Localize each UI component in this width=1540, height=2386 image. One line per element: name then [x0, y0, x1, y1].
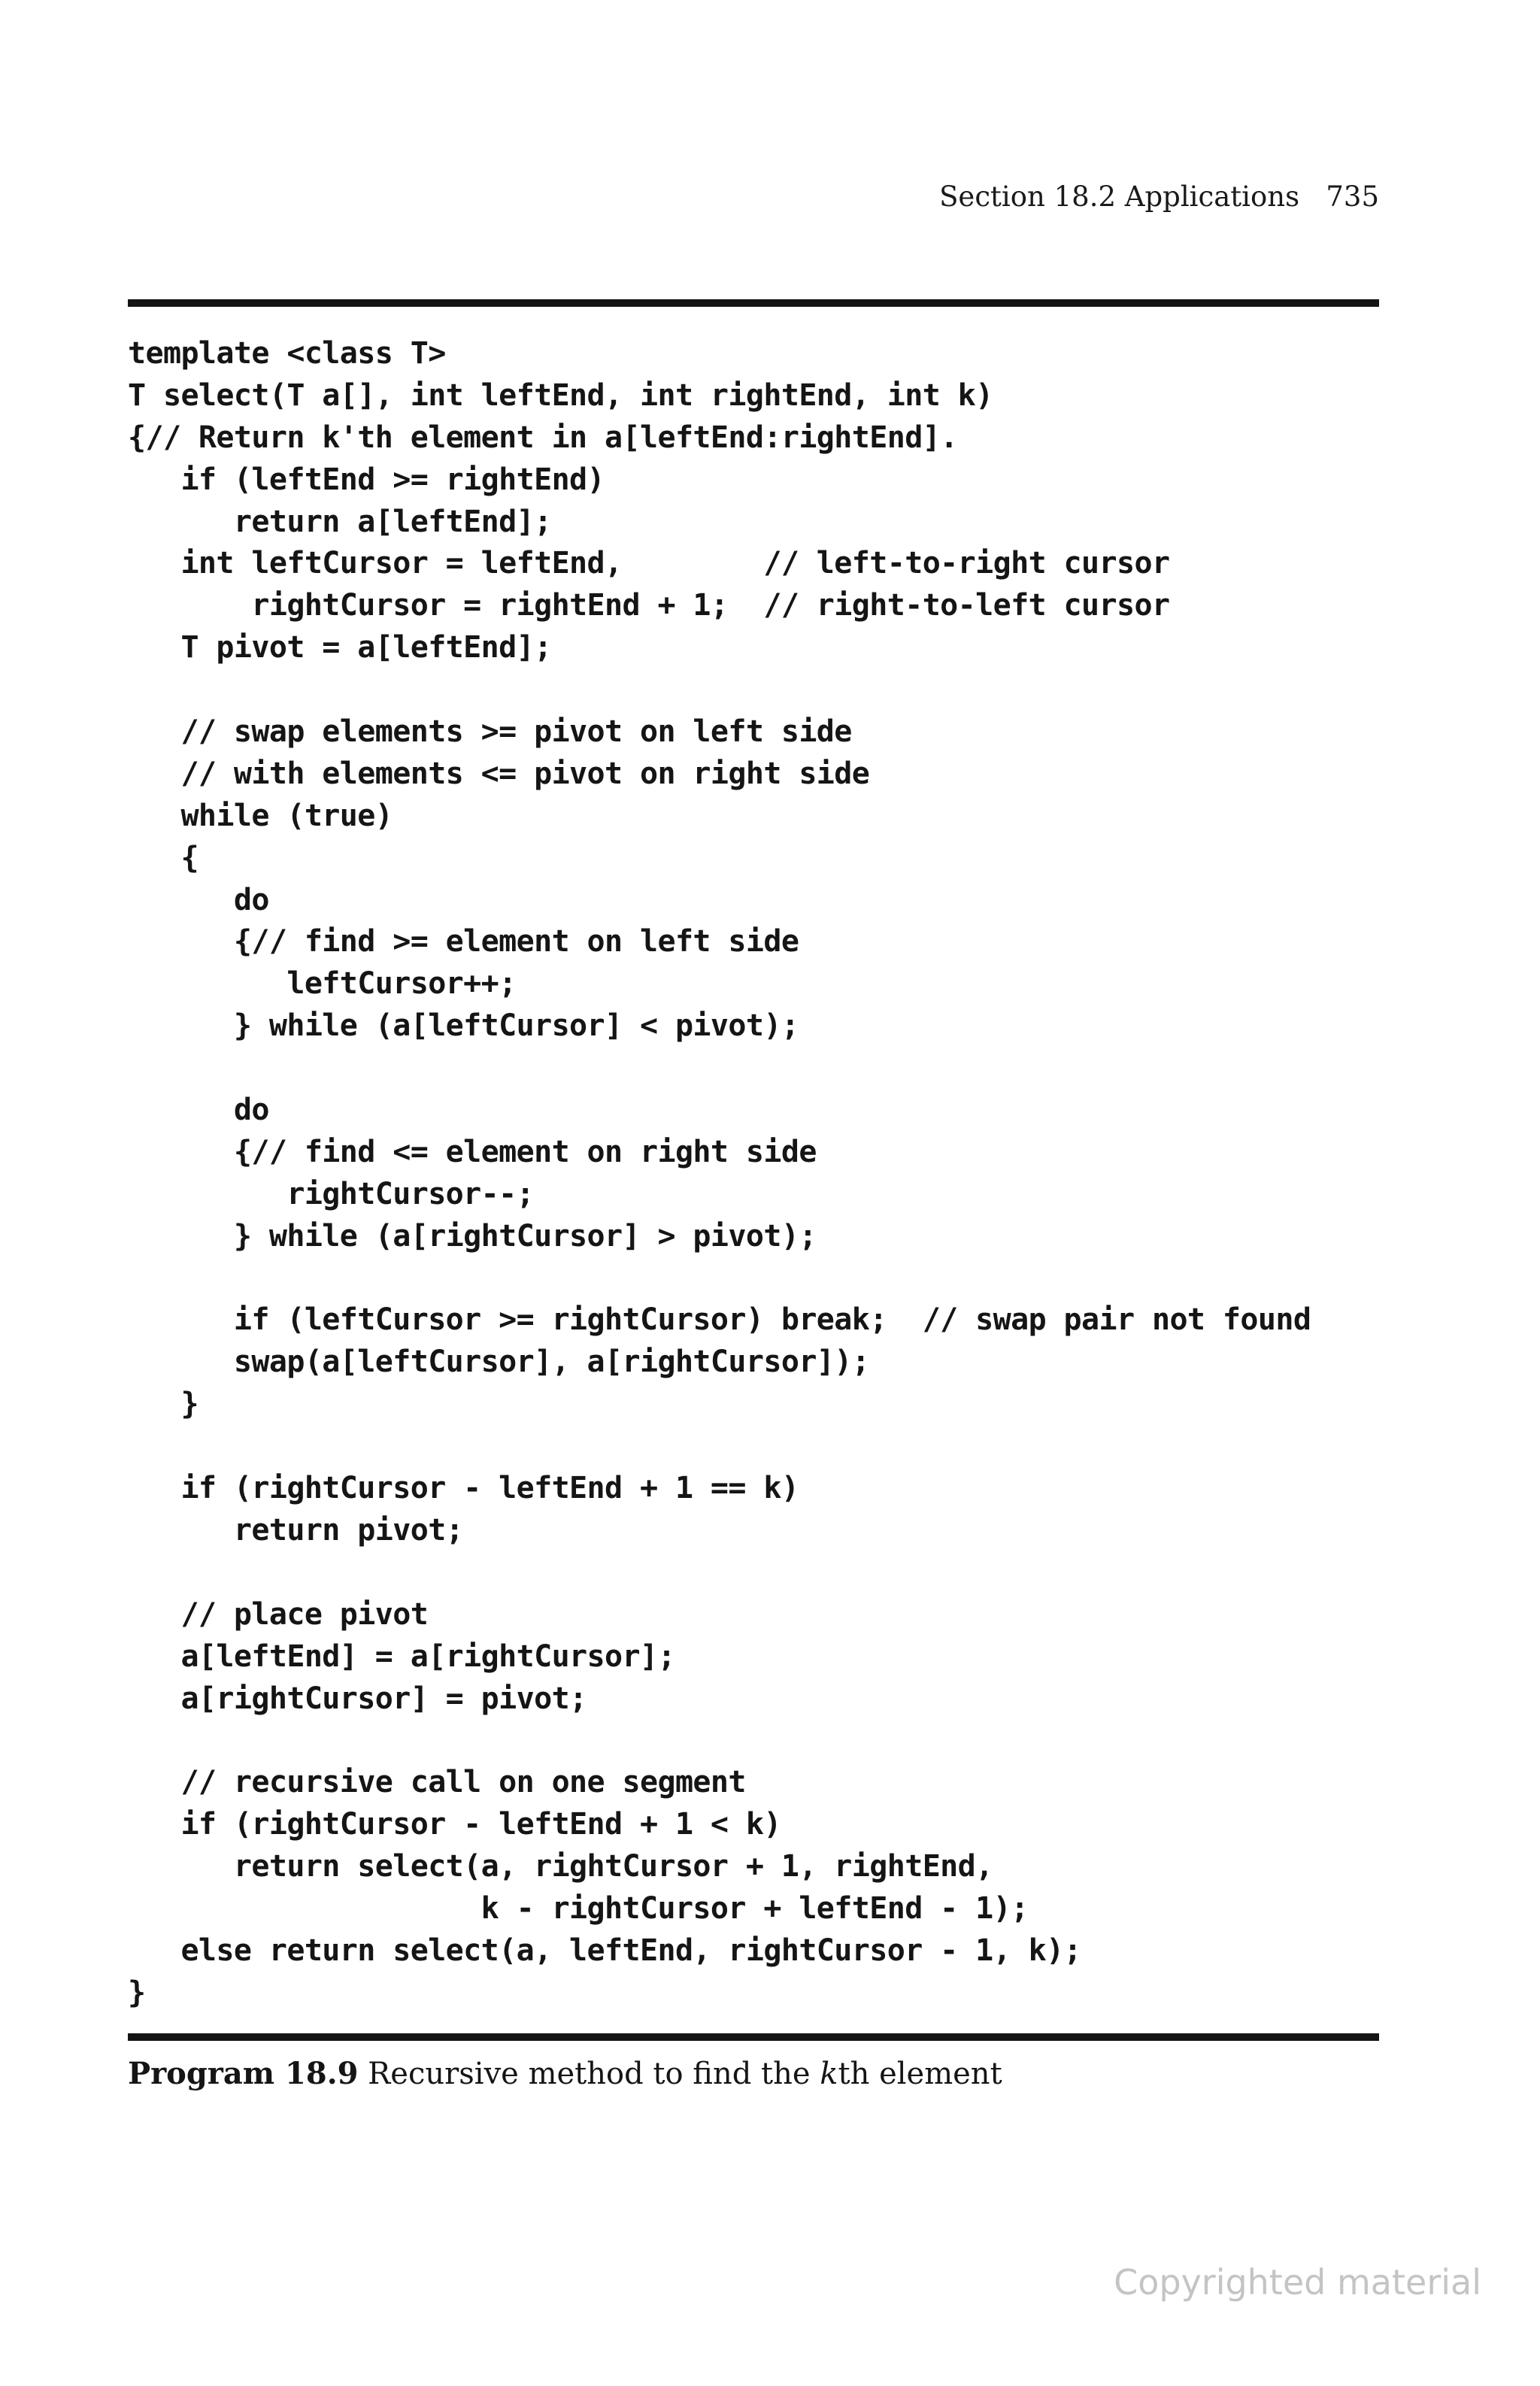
- code-line: // place pivot: [128, 1596, 429, 1632]
- code-line: } while (a[rightCursor] > pivot);: [128, 1218, 817, 1254]
- caption-kth: k: [820, 2057, 838, 2091]
- caption-label: Program 18.9: [128, 2056, 359, 2091]
- code-line: } while (a[leftCursor] < pivot);: [128, 1008, 799, 1044]
- code-line: {// find <= element on right side: [128, 1134, 817, 1169]
- code-line: do: [128, 882, 269, 917]
- running-head: Section 18.2 Applications 735: [939, 180, 1379, 213]
- code-line: if (rightCursor - leftEnd + 1 == k): [128, 1471, 799, 1506]
- code-line: do: [128, 1093, 269, 1128]
- code-line: {: [128, 840, 199, 875]
- code-line: else return select(a, leftEnd, rightCursor - 1, k);: [128, 1933, 1082, 1968]
- code-line: T pivot = a[leftEnd];: [128, 630, 552, 665]
- caption-text-before: Recursive method to find the: [358, 2057, 820, 2091]
- code-line: template <class T>: [128, 336, 446, 371]
- bottom-rule: [128, 2033, 1379, 2041]
- code-line: [128, 669, 1376, 711]
- caption-text-after: th element: [838, 2057, 1002, 2091]
- code-line: [128, 1047, 1376, 1090]
- code-line: [128, 1720, 1376, 1762]
- code-line: // recursive call on one segment: [128, 1765, 746, 1800]
- code-line: if (leftCursor >= rightCursor) break; // swap pair not found: [128, 1302, 1311, 1338]
- code-line: {// find >= element on left side: [128, 924, 799, 960]
- copyright-watermark: Copyrighted material: [1114, 2262, 1481, 2303]
- code-line: }: [128, 1387, 199, 1422]
- code-listing: [128, 333, 1376, 2015]
- code-line: k - rightCursor + leftEnd - 1);: [128, 1890, 1029, 1926]
- code-line: // swap elements >= pivot on left side: [128, 714, 852, 750]
- code-line: return pivot;: [128, 1512, 464, 1548]
- code-line: T select(T a[], int leftEnd, int rightEnd, int k): [128, 377, 993, 413]
- code-line: return a[leftEnd];: [128, 504, 552, 539]
- code-line: int leftCursor = leftEnd, // left-to-right cursor: [128, 546, 1170, 581]
- code-line: swap(a[leftCursor], a[rightCursor]);: [128, 1345, 870, 1380]
- code-line: }: [128, 1975, 146, 2010]
- code-line: [128, 1426, 1376, 1468]
- code-line: rightCursor--;: [128, 1176, 535, 1211]
- code-line: while (true): [128, 798, 393, 833]
- code-line: // with elements <= pivot on right side: [128, 756, 870, 791]
- code-line: rightCursor = rightEnd + 1; // right-to-left cursor: [128, 588, 1170, 623]
- top-rule: [128, 299, 1379, 307]
- code-line: a[rightCursor] = pivot;: [128, 1681, 587, 1716]
- code-line: [128, 1552, 1376, 1594]
- program-caption: [128, 2051, 1376, 2096]
- code-line: [128, 1258, 1376, 1300]
- code-line: return select(a, rightCursor + 1, rightEnd,: [128, 1849, 993, 1884]
- code-line: {// Return k'th element in a[leftEnd:rightEnd].: [128, 420, 958, 455]
- code-line: leftCursor++;: [128, 966, 517, 1002]
- code-line: if (rightCursor - leftEnd + 1 < k): [128, 1807, 781, 1842]
- code-line: if (leftEnd >= rightEnd): [128, 462, 605, 497]
- code-line: a[leftEnd] = a[rightCursor];: [128, 1639, 675, 1674]
